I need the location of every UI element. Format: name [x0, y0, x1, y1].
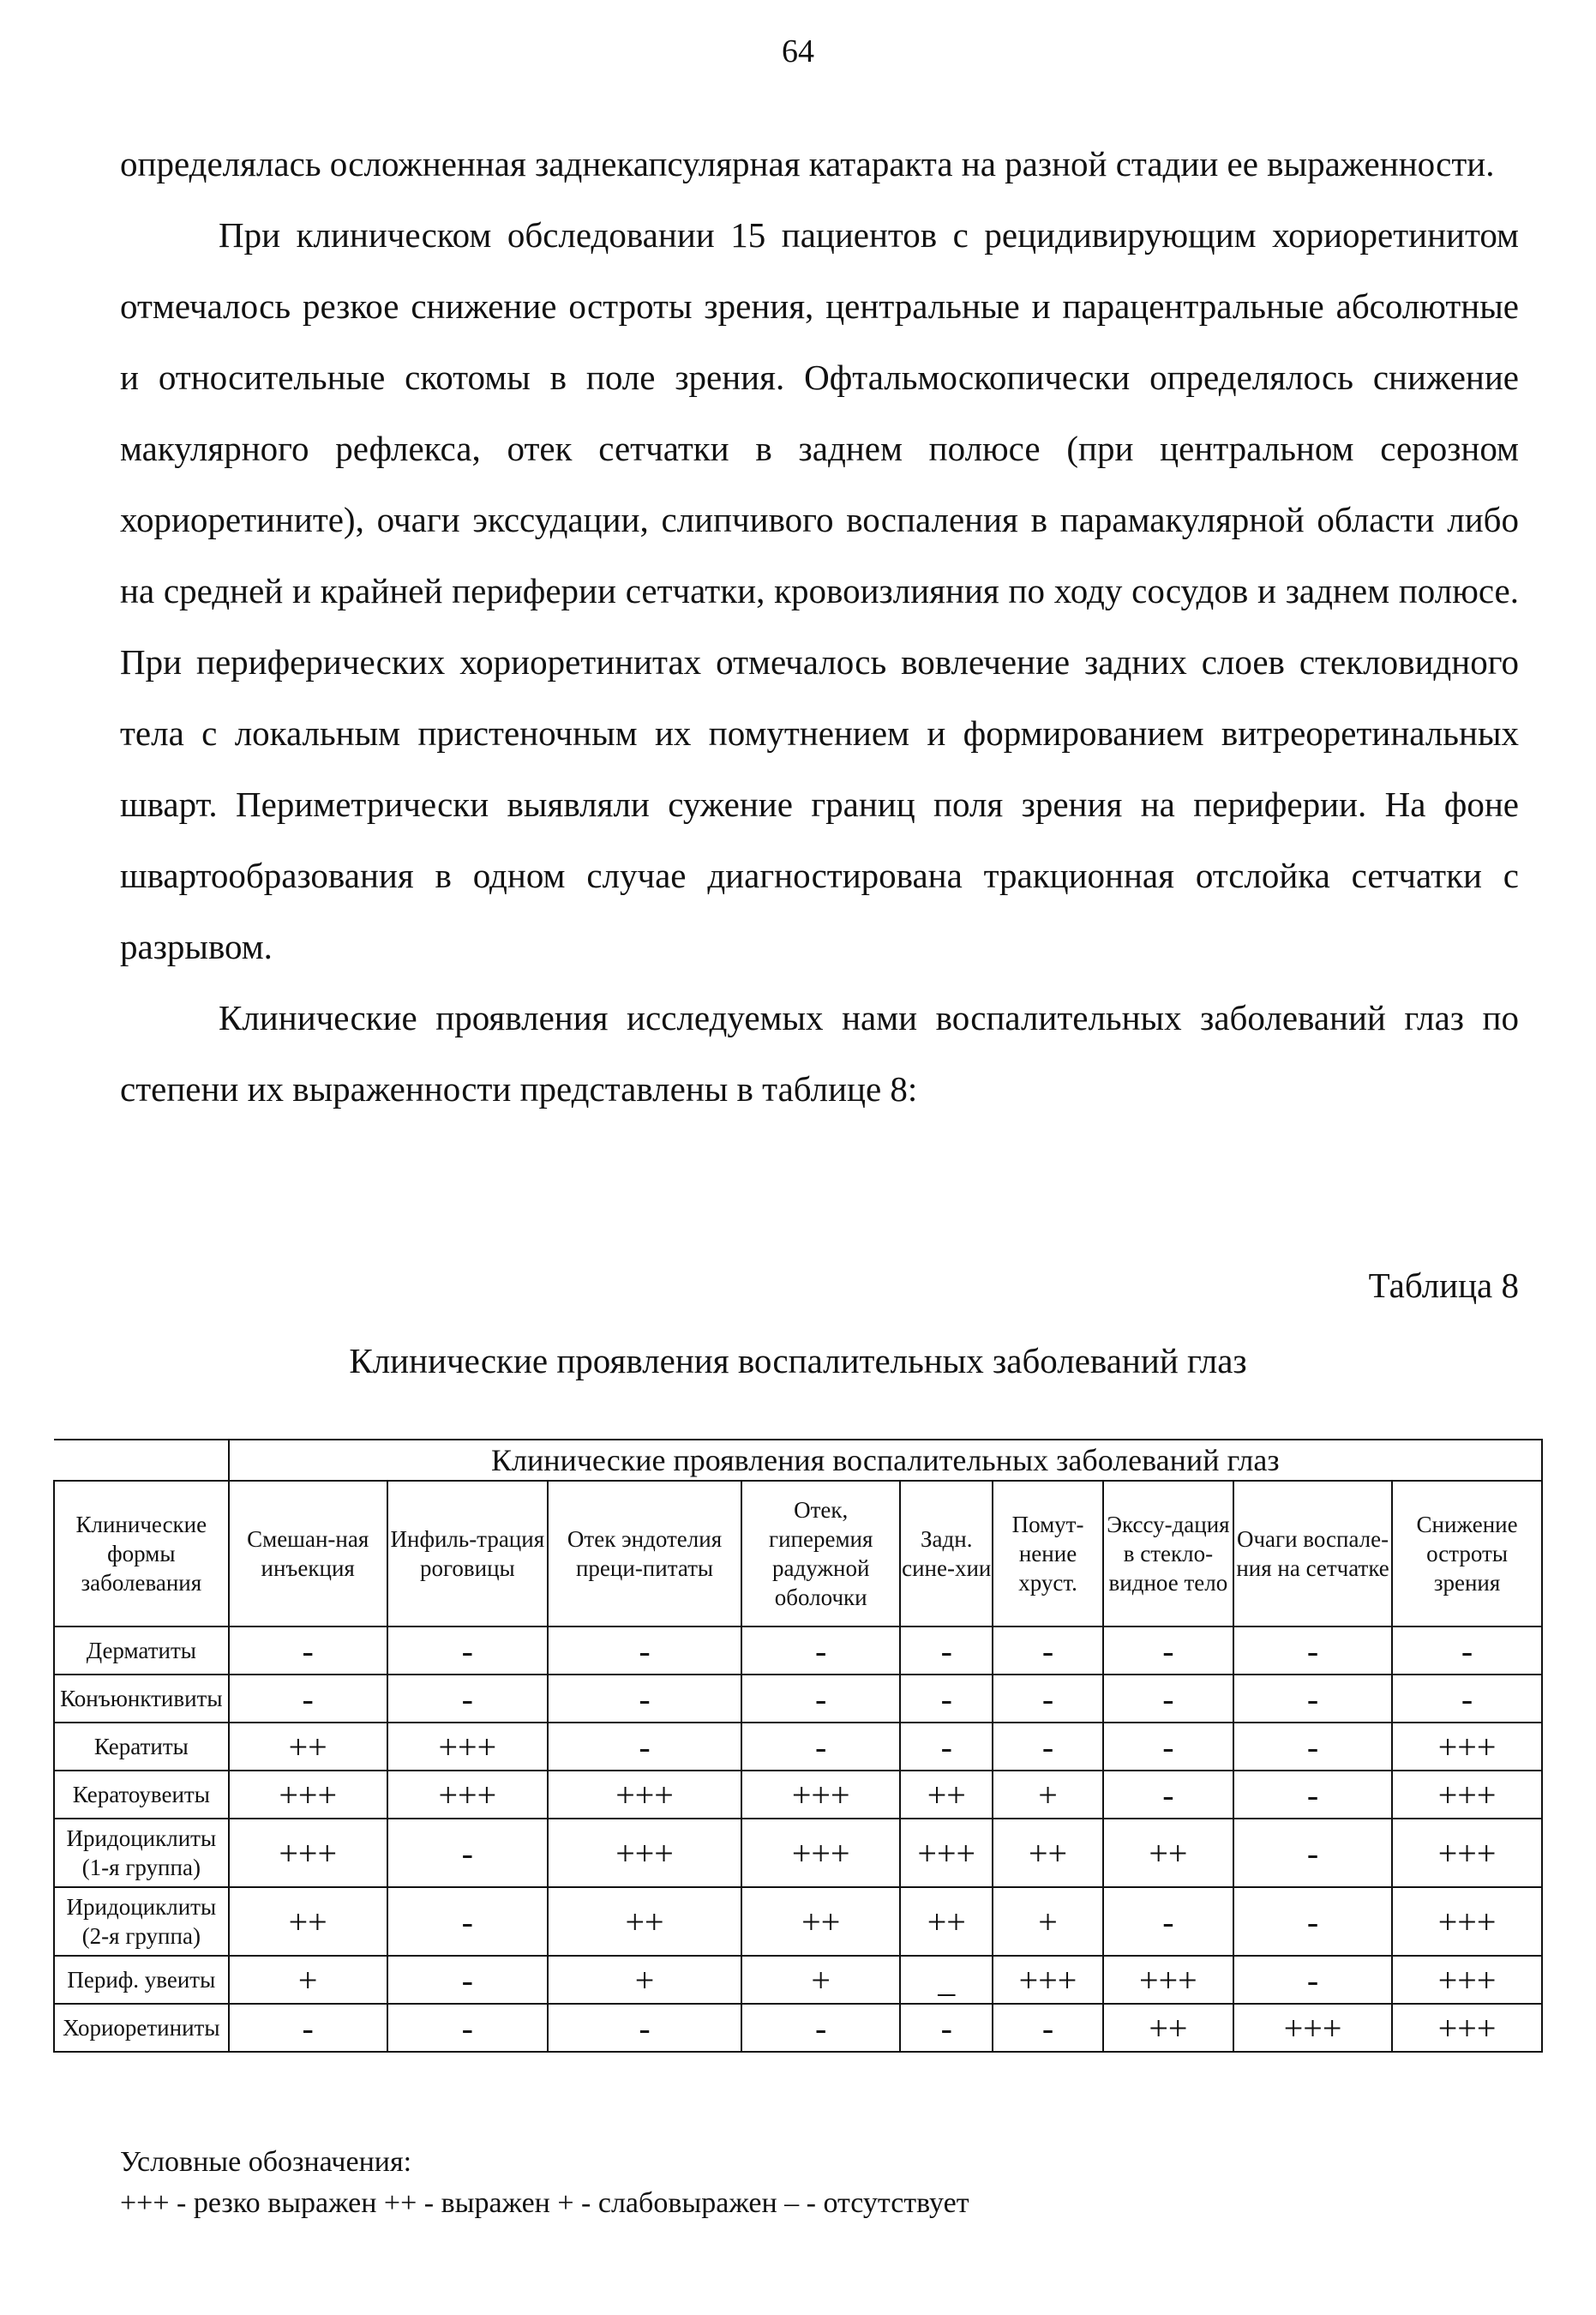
table-cell: - — [229, 1627, 387, 1675]
table-cell: + — [741, 1956, 900, 2004]
table-cell: - — [1233, 1723, 1392, 1771]
table-cell: - — [900, 1675, 993, 1723]
column-header: Помут-нение хруст. — [993, 1481, 1103, 1627]
table-cell: +++ — [387, 1771, 548, 1819]
table-cell: - — [1233, 1887, 1392, 1956]
table-cell: +++ — [993, 1956, 1103, 2004]
table-row — [54, 1771, 1542, 1819]
column-header: Отек, гиперемия радужной оболочки — [741, 1481, 900, 1627]
table-cell: - — [741, 1675, 900, 1723]
table-cell: ++ — [1103, 1819, 1233, 1887]
table-cell: ++ — [993, 1819, 1103, 1887]
table-cell: +++ — [1233, 2004, 1392, 2052]
table-cell: ++ — [900, 1771, 993, 1819]
table-title: Клинические проявления воспалительных заболеваний глаз — [349, 1341, 1247, 1380]
table-cell: +++ — [1103, 1956, 1233, 2004]
table-cell: - — [548, 2004, 741, 2052]
table-cell: - — [1103, 1887, 1233, 1956]
table-cell: - — [229, 1675, 387, 1723]
table-cell: ++ — [229, 1887, 387, 1956]
column-header: Очаги воспале-ния на сетчатке — [1233, 1481, 1392, 1627]
row-label: Иридоциклиты (2-я группа) — [54, 1887, 229, 1956]
table-row — [54, 1675, 1542, 1723]
table-cell: + — [993, 1771, 1103, 1819]
table-cell: ++ — [741, 1887, 900, 1956]
table-cell: - — [993, 1723, 1103, 1771]
row-label: Хориоретиниты — [54, 2004, 229, 2052]
column-header: Задн. сине-хии — [900, 1481, 993, 1627]
table-cell: - — [1233, 1771, 1392, 1819]
table-cell: +++ — [548, 1771, 741, 1819]
table-cell: +++ — [387, 1723, 548, 1771]
table-cell: +++ — [548, 1819, 741, 1887]
table-cell: - — [387, 2004, 548, 2052]
column-header: Отек эндотелия преци-питаты — [548, 1481, 741, 1627]
table-cell: - — [741, 1627, 900, 1675]
table-cell: - — [1392, 1627, 1542, 1675]
table-cell: - — [993, 2004, 1103, 2052]
table-cell: +++ — [900, 1819, 993, 1887]
table-cell: - — [387, 1956, 548, 2004]
table-cell: - — [548, 1723, 741, 1771]
table-cell: +++ — [1392, 1819, 1542, 1887]
row-label: Кератоувеиты — [54, 1771, 229, 1819]
table-row — [54, 1819, 1542, 1887]
table-cell: - — [1103, 1771, 1233, 1819]
table-cell: - — [548, 1675, 741, 1723]
table-label: Таблица 8 — [1368, 1266, 1519, 1305]
table-cell: - — [741, 2004, 900, 2052]
legend-text: +++ - резко выражен ++ - выражен + - слабовыражен – - отсутствует — [120, 2187, 969, 2219]
table-cell: - — [1103, 1627, 1233, 1675]
table-cell: +++ — [229, 1771, 387, 1819]
table-cell: ++ — [1103, 2004, 1233, 2052]
clinical-table — [53, 1439, 1543, 2053]
table-cell: - — [387, 1819, 548, 1887]
table-cell: ++ — [548, 1887, 741, 1956]
table-corner — [54, 1440, 229, 1481]
table-cell: - — [1103, 1723, 1233, 1771]
table-cell: - — [1103, 1675, 1233, 1723]
row-label: Периф. увеиты — [54, 1956, 229, 2004]
table-cell: - — [1233, 1819, 1392, 1887]
table-cell: - — [229, 2004, 387, 2052]
row-label: Дерматиты — [54, 1627, 229, 1675]
column-header: Экссу-дация в стекло-видное тело — [1103, 1481, 1233, 1627]
row-header: Клинические формы заболевания — [54, 1481, 229, 1627]
table-cell: + — [229, 1956, 387, 2004]
table-cell: +++ — [1392, 1887, 1542, 1956]
body-text — [120, 129, 1519, 1125]
table-cell: - — [1392, 1675, 1542, 1723]
table-row — [54, 1956, 1542, 2004]
table-cell: - — [548, 1627, 741, 1675]
table-cell: - — [1233, 1627, 1392, 1675]
paragraph: определялась осложненная заднекапсулярная катаракта на разной стадии ее выраженности. — [120, 144, 1495, 183]
table-row — [54, 1723, 1542, 1771]
table-row — [54, 1887, 1542, 1956]
table-cell: ++ — [900, 1887, 993, 1956]
table-cell: - — [387, 1627, 548, 1675]
table-cell: - — [1233, 1956, 1392, 2004]
paragraph: Клинические проявления исследуемых нами воспалительных заболеваний глаз по степени их выраженности представлены в таблице 8: — [120, 998, 1519, 1109]
row-label: Иридоциклиты (1-я группа) — [54, 1819, 229, 1887]
group-header: Клинические проявления воспалительных заболеваний глаз — [229, 1440, 1542, 1481]
table-cell: - — [387, 1887, 548, 1956]
table-cell: +++ — [1392, 1956, 1542, 2004]
table-cell: +++ — [741, 1819, 900, 1887]
legend-title: Условные обозначения: — [120, 2146, 412, 2178]
table-row — [54, 1627, 1542, 1675]
row-label: Конъюнктивиты — [54, 1675, 229, 1723]
table-cell: _ — [900, 1956, 993, 2004]
table-cell: +++ — [1392, 2004, 1542, 2052]
legend — [120, 2142, 969, 2224]
table-cell: + — [993, 1887, 1103, 1956]
table-cell: +++ — [229, 1819, 387, 1887]
row-label: Кератиты — [54, 1723, 229, 1771]
table-cell: +++ — [1392, 1723, 1542, 1771]
table-cell: - — [387, 1675, 548, 1723]
table-cell: - — [900, 1723, 993, 1771]
table-cell: +++ — [1392, 1771, 1542, 1819]
table-cell: - — [993, 1675, 1103, 1723]
paragraph: При клиническом обследовании 15 пациентов с рецидивирующим хориоретинитом отмечалось резкое снижение остроты зрения, центральные и парацентральные абсолютные и относительные скотомы в поле зрения. Офтальмоскопически определялось снижение макулярного рефлекса, отек сетчатки в заднем полюсе (при центральном серозном хориоретините), очаги экссудации, слипчивого воспаления в парамакулярной области либо на средней и крайней периферии сетчатки, кровоизлияния по ходу сосудов и заднем полюсе. При периферических хориоретинитах отмечалось вовлечение задних слоев стекловидного тела с локальным пристеночным их помутнением и формированием витреоретинальных шварт. Периметрически выявляли сужение границ поля зрения на периферии. На фоне швартообразования в одном случае диагностирована тракционная отслойка сетчатки с разрывом. — [120, 215, 1519, 966]
table-cell: + — [548, 1956, 741, 2004]
table-cell: ++ — [229, 1723, 387, 1771]
table-cell: - — [900, 1627, 993, 1675]
table-row — [54, 2004, 1542, 2052]
table-cell: - — [741, 1723, 900, 1771]
table-cell: - — [993, 1627, 1103, 1675]
column-header: Инфиль-трация роговицы — [387, 1481, 548, 1627]
table-cell: +++ — [741, 1771, 900, 1819]
table-cell: - — [1233, 1675, 1392, 1723]
page-number: 64 — [782, 33, 814, 69]
column-header: Снижение остроты зрения — [1392, 1481, 1542, 1627]
table-cell: - — [900, 2004, 993, 2052]
column-header: Смешан-ная инъекция — [229, 1481, 387, 1627]
